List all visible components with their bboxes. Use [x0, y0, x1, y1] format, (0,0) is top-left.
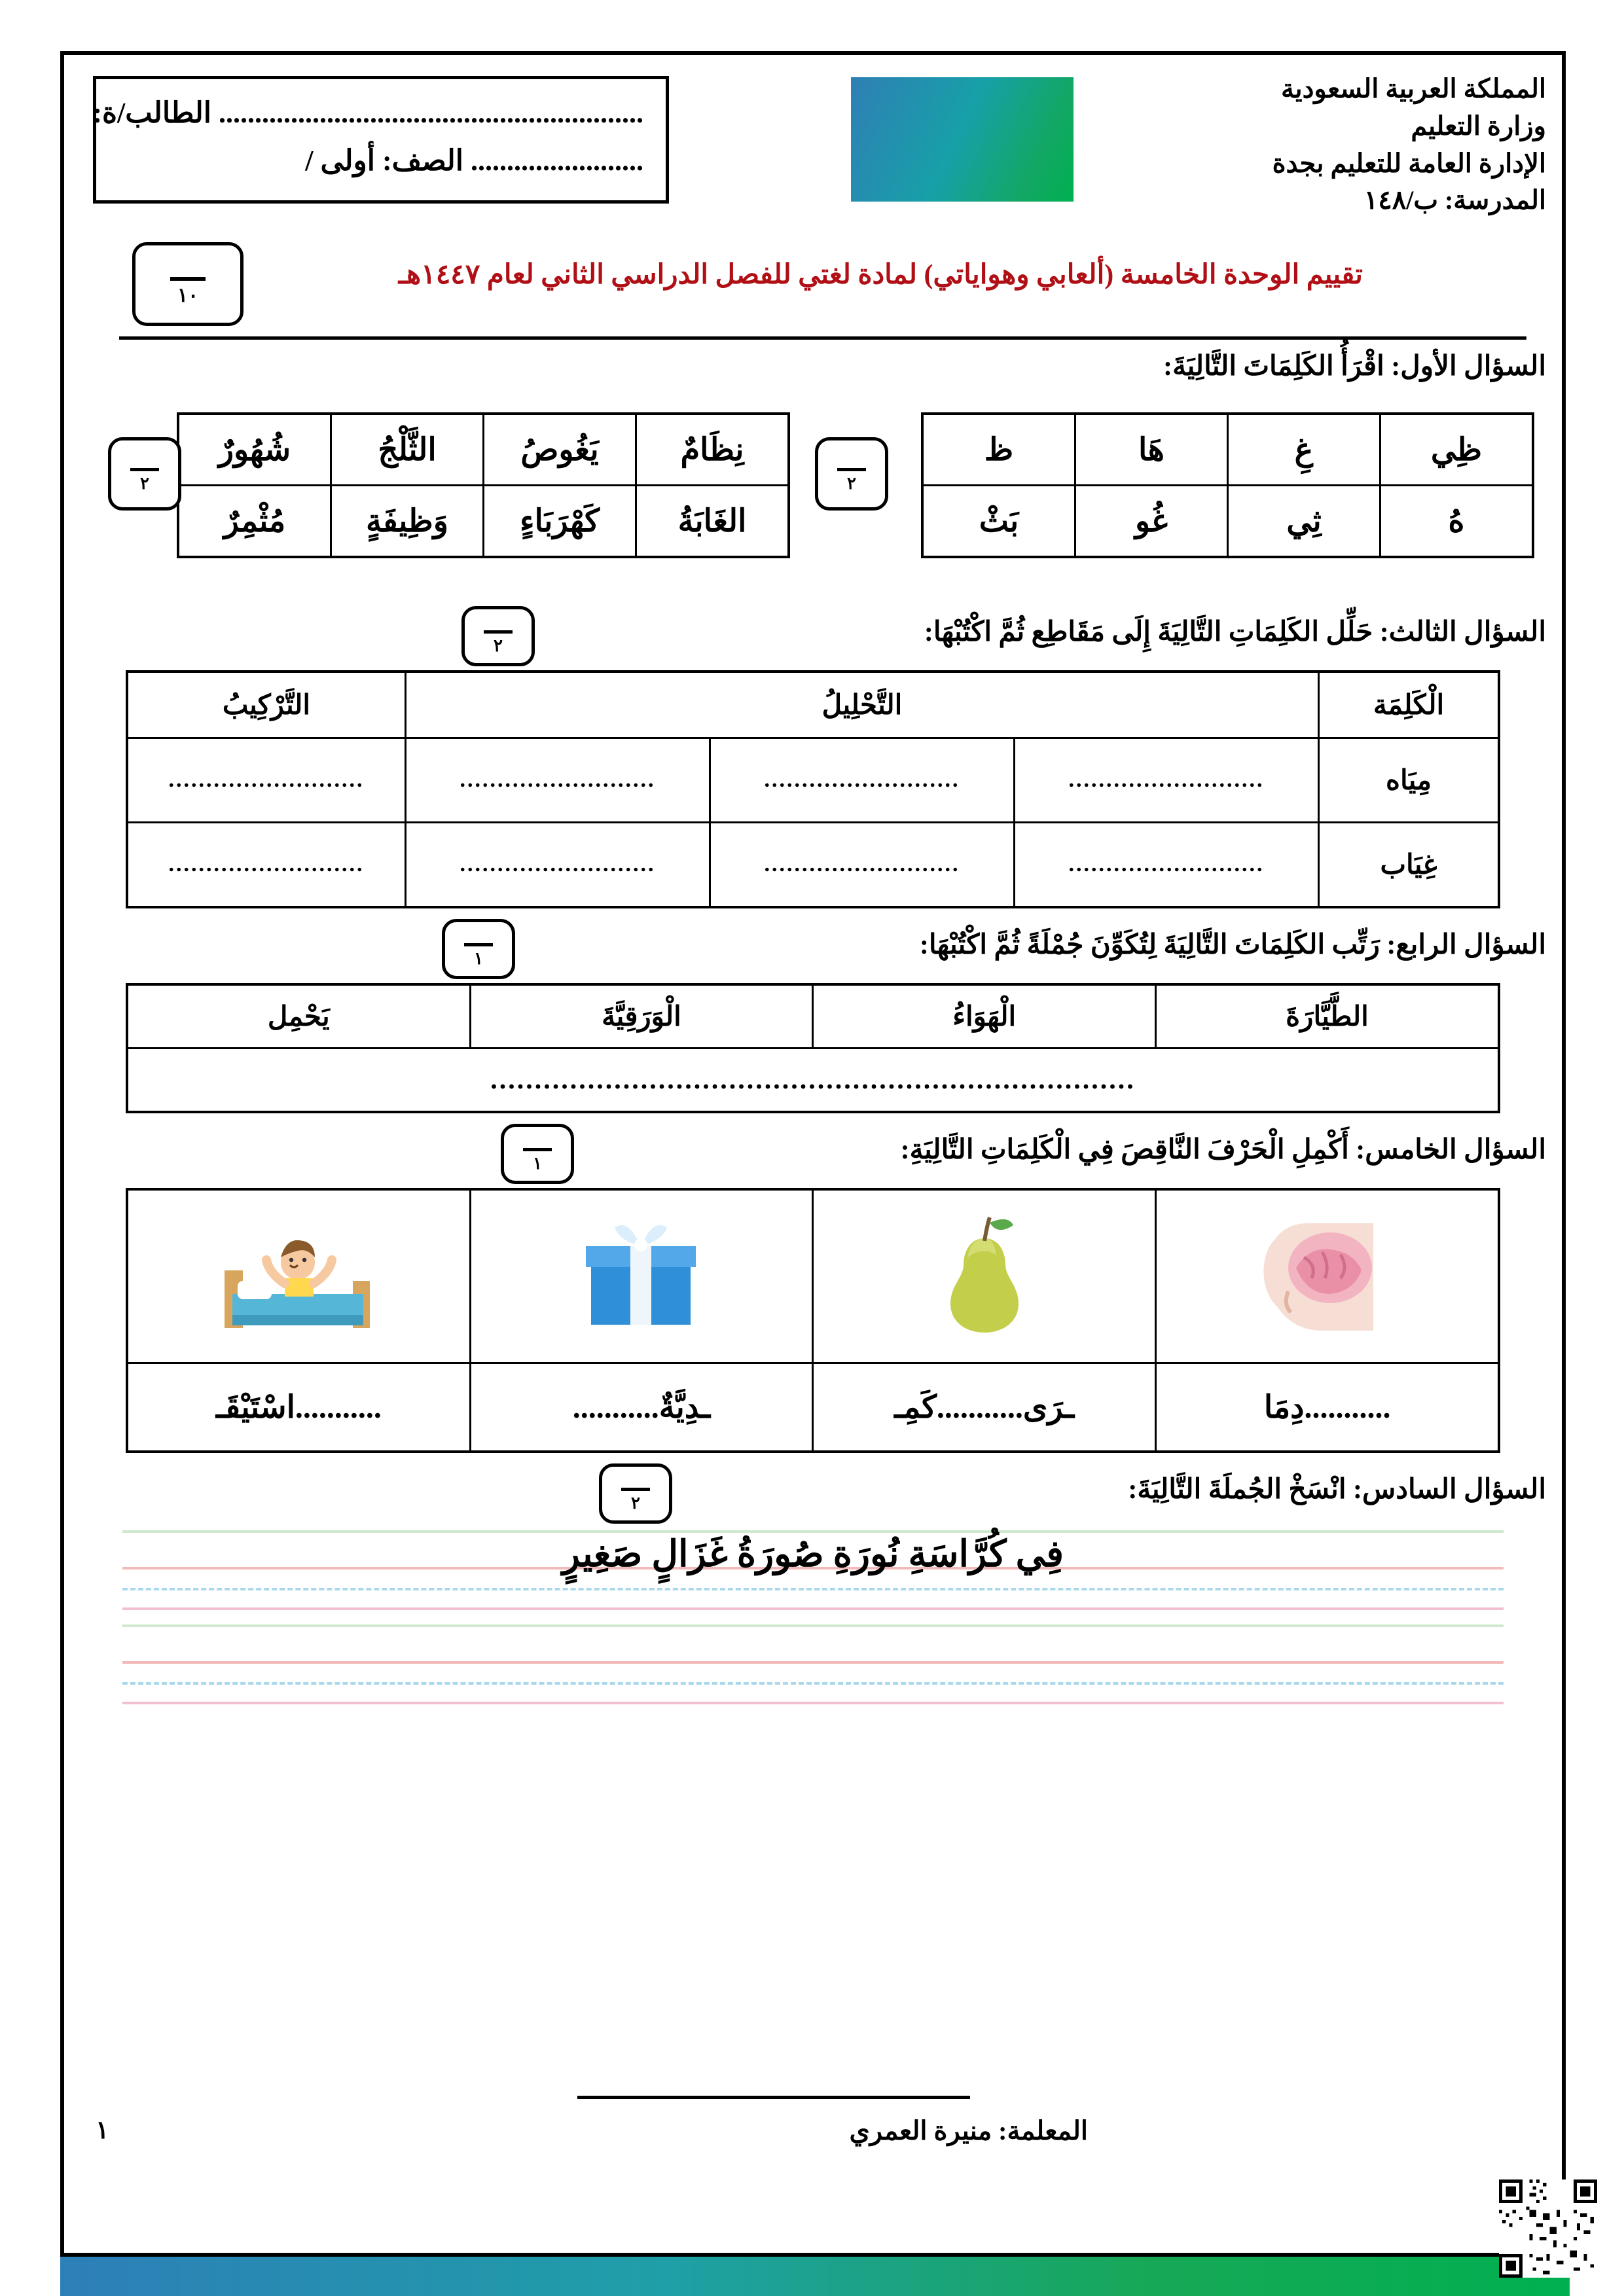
signature-line [577, 2096, 970, 2099]
student-class-row [112, 144, 643, 177]
page-title: تقييم الوحدة الخامسة (ألعابي وهواياتي) لمادة لغتي للفصل الدراسي الثاني لعام ١٤٤٧هـ [398, 260, 1363, 290]
bottom-gradient-strip [60, 2257, 1570, 2296]
gift-box-icon [573, 1210, 710, 1340]
table-row [922, 486, 1533, 558]
q5-picture-cell [1156, 1189, 1499, 1363]
q3-blank[interactable]: .......................... [710, 823, 1015, 908]
q3-blank[interactable]: .......................... [1015, 823, 1319, 908]
question-3-table [126, 670, 1500, 908]
question-6-row [80, 1462, 1546, 1525]
question-4-score-box[interactable] [442, 919, 515, 979]
model-sentence: فِي كُرَّاسَةِ نُورَةِ صُورَةُ غَزَالٍ صَغِيرٍ [562, 1534, 1064, 1575]
qr-code-icon [1499, 2179, 1597, 2278]
question-1-prompt: السؤال الأول: اقْرَأُ الكَلِمَاتَ التَّالِيَةَ: [1163, 351, 1546, 382]
q1-cell: ثِي [1228, 486, 1380, 558]
q5-word-before: اسْتَيْقَـ [216, 1390, 295, 1425]
question-2-score-box[interactable] [108, 437, 181, 511]
table-row [922, 414, 1533, 486]
table-row [127, 1049, 1499, 1113]
table-row [178, 486, 789, 558]
ministry-line-department: الإدارة العامة للتعليم بجدة [1272, 148, 1546, 178]
handwriting-line-model [122, 1530, 1504, 1609]
ministry-line-ministry: وزارة التعليم [1411, 111, 1546, 141]
rule-line-pink-bottom [122, 1702, 1504, 1704]
question-5-table [126, 1188, 1500, 1453]
q5-picture-cell [470, 1189, 812, 1363]
question-4-row [80, 918, 1546, 980]
question-3-prompt: السؤال الثالث: حَلِّل الكَلِمَاتِ التَّالِيَةَ إِلَى مَقَاطِع ثُمَّ اكْتُبْهَا: [924, 617, 1546, 647]
q3-word: غِيَاب [1319, 823, 1500, 908]
q1-cell: غِ [1228, 414, 1380, 486]
student-class-dots[interactable]: ........................ [471, 145, 643, 177]
question-1-score-value: ٢ [847, 473, 856, 493]
q5-word-cell[interactable] [470, 1363, 812, 1452]
q5-word-after: ـدِيَّةٌ [659, 1390, 711, 1425]
q3-blank[interactable]: .......................... [127, 823, 406, 908]
q5-word-after: ـرَى [1022, 1390, 1075, 1425]
handwriting-line-blank-1[interactable] [122, 1624, 1504, 1703]
q1-cell: غُو [1075, 486, 1228, 558]
student-class-label: الصف: أولى / [305, 145, 463, 177]
question-5-prompt: السؤال الخامس: أَكْمِلِ الْحَرْفَ النَّاقِصَ فِي الْكَلِمَاتِ التَّالِيَةِ: [900, 1135, 1546, 1165]
ministry-line-school: المدرسة: ب/١٤٨ [1363, 185, 1546, 215]
score-divider [464, 931, 493, 946]
score-divider [837, 456, 866, 471]
question-3-score-box[interactable] [461, 606, 535, 666]
q3-blank[interactable]: .......................... [127, 738, 406, 823]
q5-picture-cell [127, 1189, 470, 1363]
rule-line-pink-bottom [122, 1607, 1504, 1610]
document-footer [80, 2096, 1546, 2220]
q3-blank[interactable]: .......................... [1015, 738, 1319, 823]
question-5-row [80, 1122, 1546, 1185]
q5-picture-cell [812, 1189, 1155, 1363]
question-6-prompt: السؤال السادس: انْسَخْ الجُملَةَ التَّالِيَةَ: [1128, 1475, 1546, 1505]
q2-cell: الثَّلْجُ [331, 414, 484, 486]
question-1-table [921, 412, 1534, 558]
q2-cell: الغَابَةُ [636, 486, 789, 558]
ministry-header-block [1049, 71, 1546, 219]
q5-blank[interactable]: ........... [936, 1390, 1023, 1425]
ministry-logo-icon [851, 77, 1074, 202]
table-row [127, 823, 1499, 908]
score-divider [523, 1136, 552, 1151]
q3-blank[interactable]: .......................... [710, 738, 1015, 823]
q3-blank[interactable]: .......................... [406, 738, 710, 823]
q1-cell: ظِي [1380, 414, 1534, 486]
q5-word-cell[interactable] [812, 1363, 1155, 1452]
table-row [127, 1363, 1499, 1452]
table-row [127, 738, 1499, 823]
brain-head-icon [1249, 1213, 1406, 1337]
pear-icon [919, 1210, 1050, 1340]
question-2-score-value: ٢ [140, 473, 149, 493]
q3-header-synthesis: التَّرْكِيبُ [127, 672, 406, 738]
rule-line-green [122, 1624, 1504, 1627]
q1-cell: هَا [1075, 414, 1228, 486]
score-divider [621, 1476, 650, 1491]
table-row [127, 1189, 1499, 1363]
table-row [178, 414, 789, 486]
q1-cell: بَثْ [922, 486, 1075, 558]
question-1-row [80, 339, 1546, 402]
q4-word: يَحْمِل [127, 984, 470, 1049]
question-6-score-box[interactable] [599, 1463, 672, 1524]
student-name-row [92, 96, 643, 130]
question-4-prompt: السؤال الرابع: رَتِّب الكَلِمَاتَ التَّالِيَةَ لِتُكَوِّنَ جُمْلَةً ثُمَّ اكْتُبْهَا: [919, 930, 1546, 960]
q1-cell: ظ [922, 414, 1075, 486]
q4-word: الْهَوَاءُ [813, 984, 1156, 1049]
question-4-table [126, 983, 1500, 1113]
q5-blank[interactable]: ........... [1304, 1390, 1391, 1425]
question-6-score-value: ٢ [631, 1493, 640, 1513]
rule-line-dashed [122, 1682, 1504, 1685]
q2-cell: مُثْمِرٌ [178, 486, 331, 558]
rule-line-dashed [122, 1588, 1504, 1590]
student-info-box [93, 76, 669, 204]
student-name-dots[interactable]: ........................................................... [219, 97, 643, 129]
student-name-label: الطالب/ة: [92, 97, 211, 129]
total-score-value: ١٠ [177, 285, 199, 306]
q5-word-cell[interactable] [1156, 1363, 1499, 1452]
handwriting-practice-block [122, 1530, 1504, 1779]
q5-word-before: كَمِـ [894, 1390, 937, 1425]
question-1-score-box[interactable] [815, 437, 888, 511]
question-5-score-box[interactable] [501, 1124, 574, 1184]
teacher-name: المعلمة: منيرة العمري [849, 2116, 1088, 2145]
q5-word-before: دِمَا [1263, 1390, 1305, 1425]
question-3-row [80, 605, 1546, 668]
q4-word: الْوَرَقِيَّةَ [470, 984, 813, 1049]
q3-header-word: الْكَلِمَة [1319, 672, 1500, 738]
page-number: ١ [96, 2117, 109, 2144]
q2-cell: كَهْرَبَاءٍ [484, 486, 636, 558]
q4-word: الطَّيَّارَةَ [1156, 984, 1500, 1049]
question-5-score-value: ١ [533, 1153, 542, 1173]
question-2-table [177, 412, 790, 558]
q1-cell: هُ [1380, 486, 1534, 558]
ministry-line-country: المملكة العربية السعودية [1281, 74, 1546, 103]
question-1-2-tables [80, 406, 1546, 596]
table-row [127, 984, 1499, 1049]
q3-blank[interactable]: .......................... [406, 823, 710, 908]
table-header-row [127, 672, 1499, 738]
question-4-score-value: ١ [474, 948, 483, 968]
score-divider [130, 456, 159, 471]
q5-word-cell[interactable] [127, 1363, 470, 1452]
q2-cell: شُهُورٌ [178, 414, 331, 486]
q5-blank[interactable]: ........... [295, 1390, 382, 1425]
score-divider [484, 619, 513, 634]
q2-cell: وَظِيفَةٍ [331, 486, 484, 558]
q3-word: مِيَاه [1319, 738, 1500, 823]
question-3-score-value: ٢ [494, 636, 503, 655]
q2-cell: يَغُوصُ [484, 414, 636, 486]
q4-answer-blank[interactable]: ......................................................................... [127, 1049, 1499, 1113]
q5-blank[interactable]: ........... [572, 1390, 659, 1425]
document-header [80, 71, 1546, 234]
child-waking-in-bed-icon [217, 1213, 380, 1337]
rule-line-pink [122, 1661, 1504, 1664]
q2-cell: نِظَامٌ [636, 414, 789, 486]
q3-header-analysis: التَّحْلِيلُ [406, 672, 1319, 738]
title-row [80, 238, 1546, 330]
